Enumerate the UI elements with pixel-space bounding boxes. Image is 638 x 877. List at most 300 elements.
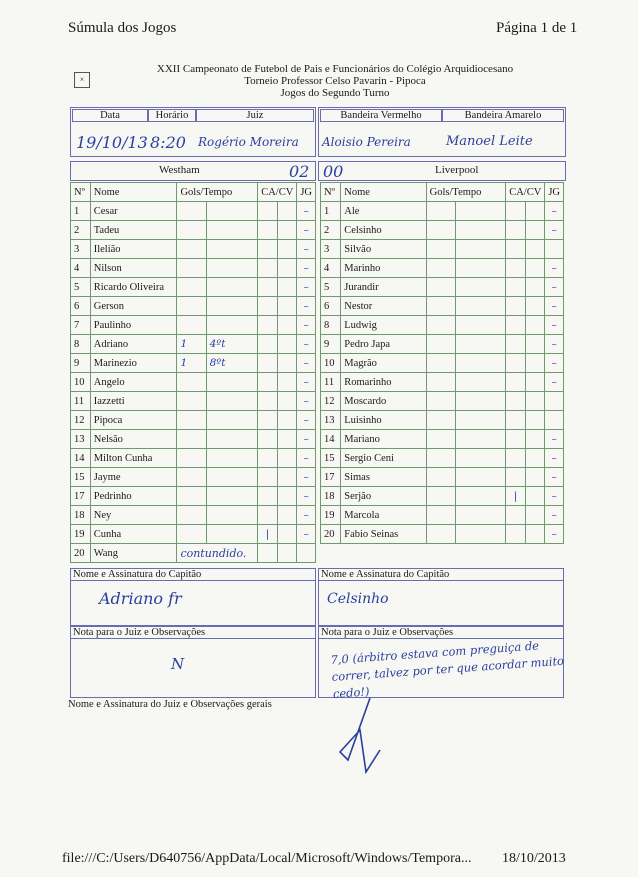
player-card-cv bbox=[525, 525, 545, 544]
player-goals: 1 bbox=[177, 335, 206, 354]
player-row bbox=[71, 202, 316, 221]
player-name: Nelsão bbox=[90, 430, 177, 449]
player-name: Mariano bbox=[341, 430, 426, 449]
player-goal-time bbox=[455, 525, 506, 544]
player-card-ca bbox=[258, 221, 278, 240]
team-left-name: Westham bbox=[159, 164, 200, 176]
player-name: Luisinho bbox=[341, 411, 426, 430]
player-row bbox=[71, 278, 316, 297]
player-goals bbox=[177, 221, 206, 240]
player-number: 6 bbox=[321, 297, 341, 316]
player-number: 15 bbox=[321, 449, 341, 468]
player-name: Silvão bbox=[341, 240, 426, 259]
player-card-ca bbox=[506, 411, 526, 430]
player-name: Nilson bbox=[90, 259, 177, 278]
player-number: 18 bbox=[321, 487, 341, 506]
player-card-ca bbox=[258, 487, 278, 506]
footer-path: file:///C:/Users/D640756/AppData/Local/Microsoft/Windows/Tempora... bbox=[62, 851, 472, 866]
player-jg: – bbox=[297, 373, 316, 392]
player-row bbox=[71, 316, 316, 335]
player-jg: – bbox=[297, 506, 316, 525]
player-card-ca bbox=[506, 449, 526, 468]
player-card-ca bbox=[258, 506, 278, 525]
player-goals bbox=[426, 487, 455, 506]
team-left-header bbox=[70, 161, 316, 181]
player-card-cv bbox=[277, 468, 297, 487]
player-row bbox=[321, 487, 564, 506]
player-goals bbox=[426, 430, 455, 449]
player-row bbox=[71, 430, 316, 449]
player-number: 10 bbox=[71, 373, 91, 392]
player-row bbox=[321, 392, 564, 411]
player-card-cv bbox=[525, 278, 545, 297]
player-goal-time bbox=[455, 335, 506, 354]
player-name: Ludwig bbox=[341, 316, 426, 335]
player-jg: – bbox=[545, 221, 564, 240]
player-row bbox=[71, 411, 316, 430]
player-card-cv bbox=[525, 373, 545, 392]
player-jg: – bbox=[545, 335, 564, 354]
player-number: 3 bbox=[71, 240, 91, 259]
player-card-cv bbox=[277, 221, 297, 240]
player-card-cv bbox=[525, 221, 545, 240]
player-jg: – bbox=[545, 316, 564, 335]
player-number: 6 bbox=[71, 297, 91, 316]
player-card-cv bbox=[525, 449, 545, 468]
player-card-ca bbox=[506, 354, 526, 373]
flag-red-name: Aloisio Pereira bbox=[322, 135, 411, 149]
player-goals bbox=[426, 525, 455, 544]
player-card-ca bbox=[506, 221, 526, 240]
player-goal-time bbox=[455, 278, 506, 297]
player-row bbox=[321, 297, 564, 316]
player-card-cv bbox=[277, 335, 297, 354]
player-jg: – bbox=[297, 392, 316, 411]
player-jg: – bbox=[545, 487, 564, 506]
player-name: Pedrinho bbox=[90, 487, 177, 506]
player-card-cv bbox=[525, 430, 545, 449]
player-card-cv bbox=[277, 278, 297, 297]
player-row bbox=[71, 259, 316, 278]
player-row bbox=[321, 354, 564, 373]
player-row bbox=[71, 335, 316, 354]
player-goal-time bbox=[206, 506, 258, 525]
player-name: Marinezio bbox=[90, 354, 177, 373]
player-card-cv bbox=[277, 506, 297, 525]
player-goals bbox=[177, 259, 206, 278]
player-card-cv bbox=[525, 240, 545, 259]
player-goal-time bbox=[455, 430, 506, 449]
player-jg: – bbox=[297, 468, 316, 487]
player-card-ca bbox=[506, 259, 526, 278]
player-name: Gerson bbox=[90, 297, 177, 316]
player-row bbox=[321, 259, 564, 278]
player-card-cv bbox=[525, 259, 545, 278]
player-jg: – bbox=[545, 468, 564, 487]
player-row bbox=[321, 449, 564, 468]
col-name: Nome bbox=[90, 183, 177, 202]
player-number: 20 bbox=[321, 525, 341, 544]
player-jg: – bbox=[297, 221, 316, 240]
player-goal-time bbox=[206, 392, 258, 411]
player-jg bbox=[297, 544, 316, 563]
notes-right-value: 7,0 (árbitro estava com preguiça de correr, talvez por ter que acordar muito cedo!) bbox=[330, 638, 565, 701]
player-goals bbox=[426, 335, 455, 354]
player-goal-time bbox=[455, 506, 506, 525]
right-roster-table bbox=[320, 182, 564, 544]
player-goals bbox=[177, 373, 206, 392]
player-name: Angelo bbox=[90, 373, 177, 392]
player-number: 8 bbox=[71, 335, 91, 354]
player-card-cv bbox=[525, 316, 545, 335]
player-card-cv bbox=[277, 544, 297, 563]
player-name: Nestor bbox=[341, 297, 426, 316]
player-goal-time bbox=[206, 316, 258, 335]
player-name: Moscardo bbox=[341, 392, 426, 411]
player-name: Fabio Seinas bbox=[341, 525, 426, 544]
notes-left-box bbox=[70, 626, 316, 698]
player-jg: – bbox=[297, 297, 316, 316]
player-card-cv bbox=[277, 392, 297, 411]
player-row bbox=[321, 202, 564, 221]
captain-left-box bbox=[70, 568, 316, 626]
player-card-ca bbox=[258, 430, 278, 449]
player-jg: – bbox=[297, 202, 316, 221]
player-number: 12 bbox=[321, 392, 341, 411]
player-jg bbox=[545, 411, 564, 430]
col-goals: Gols/Tempo bbox=[177, 183, 258, 202]
captain-left-label: Nome e Assinatura do Capitão bbox=[71, 569, 315, 581]
player-card-cv bbox=[277, 259, 297, 278]
notes-left-label: Nota para o Juiz e Observações bbox=[71, 627, 315, 639]
player-goals bbox=[426, 468, 455, 487]
player-row bbox=[71, 449, 316, 468]
round-title: Jogos do Segundo Turno bbox=[280, 87, 390, 99]
player-goal-time bbox=[455, 240, 506, 259]
player-goals bbox=[426, 373, 455, 392]
player-jg bbox=[545, 392, 564, 411]
player-goal-time bbox=[455, 202, 506, 221]
player-jg: – bbox=[545, 525, 564, 544]
player-jg: – bbox=[297, 278, 316, 297]
player-name: Pedro Japa bbox=[341, 335, 426, 354]
player-goals bbox=[426, 221, 455, 240]
captain-right-label: Nome e Assinatura do Capitão bbox=[319, 569, 563, 581]
player-card-cv bbox=[525, 335, 545, 354]
player-goal-time bbox=[206, 411, 258, 430]
player-card-cv bbox=[525, 297, 545, 316]
player-jg: – bbox=[297, 449, 316, 468]
player-goals bbox=[177, 468, 206, 487]
player-name: Celsinho bbox=[341, 221, 426, 240]
player-name: Magrão bbox=[341, 354, 426, 373]
player-card-cv bbox=[525, 487, 545, 506]
player-goal-time bbox=[455, 354, 506, 373]
player-goal-time bbox=[455, 297, 506, 316]
player-row bbox=[71, 221, 316, 240]
player-number: 17 bbox=[321, 468, 341, 487]
player-card-ca bbox=[258, 316, 278, 335]
player-row bbox=[321, 221, 564, 240]
player-card-cv bbox=[277, 373, 297, 392]
player-card-ca bbox=[258, 449, 278, 468]
tournament-title: Torneio Professor Celso Pavarin - Pipoca bbox=[244, 75, 426, 87]
player-goal-time bbox=[455, 411, 506, 430]
time-label: Horário bbox=[148, 109, 196, 122]
player-goal-time bbox=[455, 373, 506, 392]
team-left-score: 02 bbox=[289, 162, 310, 181]
player-goal-time bbox=[206, 525, 258, 544]
player-goal-time bbox=[206, 449, 258, 468]
player-row bbox=[321, 430, 564, 449]
player-goals bbox=[426, 202, 455, 221]
player-card-cv bbox=[277, 202, 297, 221]
player-card-ca bbox=[506, 373, 526, 392]
player-card-ca bbox=[258, 335, 278, 354]
player-name: Adriano bbox=[90, 335, 177, 354]
player-row bbox=[321, 506, 564, 525]
player-jg: – bbox=[297, 259, 316, 278]
player-goals: 1 bbox=[177, 354, 206, 373]
player-goals bbox=[177, 392, 206, 411]
player-row bbox=[321, 278, 564, 297]
player-name: Paulinho bbox=[90, 316, 177, 335]
player-row bbox=[321, 411, 564, 430]
captain-right-signature: Celsinho bbox=[327, 591, 389, 607]
player-card-ca bbox=[506, 335, 526, 354]
player-goals bbox=[177, 487, 206, 506]
player-card-ca bbox=[506, 392, 526, 411]
player-jg: – bbox=[545, 297, 564, 316]
player-jg: – bbox=[297, 335, 316, 354]
player-goals bbox=[426, 506, 455, 525]
player-card-ca bbox=[258, 373, 278, 392]
player-row bbox=[321, 240, 564, 259]
player-jg: – bbox=[545, 373, 564, 392]
player-row bbox=[71, 544, 316, 563]
player-card-cv bbox=[525, 506, 545, 525]
referee-name: Rogério Moreira bbox=[198, 135, 299, 149]
player-number: 15 bbox=[71, 468, 91, 487]
player-goals bbox=[177, 278, 206, 297]
match-date: 19/10/13 bbox=[76, 133, 148, 152]
player-number: 5 bbox=[71, 278, 91, 297]
player-goal-time: 4ºt bbox=[206, 335, 258, 354]
player-number: 9 bbox=[71, 354, 91, 373]
player-card-ca bbox=[506, 297, 526, 316]
player-card-cv bbox=[277, 487, 297, 506]
referee-label: Juiz bbox=[196, 109, 314, 122]
col-jg: JG bbox=[297, 183, 316, 202]
player-number: 19 bbox=[71, 525, 91, 544]
player-goal-time bbox=[206, 259, 258, 278]
player-number: 9 bbox=[321, 335, 341, 354]
player-goals bbox=[426, 392, 455, 411]
player-name: Pipoca bbox=[90, 411, 177, 430]
player-goal-time bbox=[206, 221, 258, 240]
date-label: Data bbox=[72, 109, 148, 122]
player-card-ca bbox=[258, 411, 278, 430]
player-jg: – bbox=[545, 354, 564, 373]
flag-yellow-name: Manoel Leite bbox=[446, 134, 533, 149]
player-number: 11 bbox=[321, 373, 341, 392]
player-goals bbox=[177, 506, 206, 525]
player-name: Marcola bbox=[341, 506, 426, 525]
player-number: 1 bbox=[321, 202, 341, 221]
player-goals bbox=[426, 411, 455, 430]
player-card-ca bbox=[258, 392, 278, 411]
player-goal-time bbox=[206, 240, 258, 259]
col-goals: Gols/Tempo bbox=[426, 183, 506, 202]
player-card-cv bbox=[277, 430, 297, 449]
player-note: contundido. bbox=[177, 544, 258, 563]
player-name: Cesar bbox=[90, 202, 177, 221]
captain-left-signature: Adriano fr bbox=[99, 589, 182, 608]
player-card-cv bbox=[277, 525, 297, 544]
player-card-ca bbox=[258, 259, 278, 278]
player-card-ca bbox=[506, 506, 526, 525]
judge-signature-icon bbox=[330, 690, 390, 780]
player-card-ca: | bbox=[258, 525, 278, 544]
player-row bbox=[71, 240, 316, 259]
player-goals bbox=[177, 202, 206, 221]
player-jg: – bbox=[297, 354, 316, 373]
player-name: Ricardo Oliveira bbox=[90, 278, 177, 297]
roster-header-row bbox=[71, 183, 316, 202]
player-name: Ney bbox=[90, 506, 177, 525]
team-right-name: Liverpool bbox=[435, 164, 479, 176]
player-goals bbox=[426, 354, 455, 373]
col-cards: CA/CV bbox=[258, 183, 297, 202]
player-name: Simas bbox=[341, 468, 426, 487]
player-row bbox=[71, 525, 316, 544]
player-card-ca bbox=[506, 202, 526, 221]
player-card-ca bbox=[258, 202, 278, 221]
player-card-cv bbox=[277, 354, 297, 373]
player-jg: – bbox=[297, 411, 316, 430]
player-jg: – bbox=[545, 259, 564, 278]
player-card-cv bbox=[525, 392, 545, 411]
player-row bbox=[71, 297, 316, 316]
player-goal-time bbox=[206, 487, 258, 506]
player-number: 11 bbox=[71, 392, 91, 411]
player-card-cv bbox=[277, 240, 297, 259]
player-row bbox=[71, 487, 316, 506]
player-number: 19 bbox=[321, 506, 341, 525]
notes-left-value: N bbox=[171, 655, 185, 673]
player-name: Romarinho bbox=[341, 373, 426, 392]
player-name: Sergio Ceni bbox=[341, 449, 426, 468]
player-card-ca bbox=[506, 316, 526, 335]
player-card-ca bbox=[506, 240, 526, 259]
player-goals bbox=[177, 449, 206, 468]
player-jg: – bbox=[545, 430, 564, 449]
page-number: Página 1 de 1 bbox=[496, 20, 578, 36]
player-card-ca bbox=[258, 297, 278, 316]
player-goal-time bbox=[455, 487, 506, 506]
player-goals bbox=[426, 316, 455, 335]
player-goals bbox=[426, 449, 455, 468]
player-number: 20 bbox=[71, 544, 91, 563]
player-card-cv bbox=[525, 354, 545, 373]
flag-red-label: Bandeira Vermelho bbox=[320, 109, 442, 122]
document-subtitles bbox=[100, 63, 570, 99]
player-goal-time bbox=[455, 468, 506, 487]
player-goal-time bbox=[455, 221, 506, 240]
player-card-cv bbox=[277, 316, 297, 335]
player-number: 7 bbox=[71, 316, 91, 335]
player-card-ca bbox=[258, 544, 278, 563]
player-row bbox=[321, 335, 564, 354]
player-number: 1 bbox=[71, 202, 91, 221]
player-card-cv bbox=[525, 202, 545, 221]
left-roster-table bbox=[70, 182, 316, 563]
col-jg: JG bbox=[545, 183, 564, 202]
document-title: Súmula dos Jogos bbox=[68, 20, 177, 36]
player-card-ca bbox=[506, 525, 526, 544]
player-jg bbox=[545, 240, 564, 259]
championship-title: XXII Campeonato de Futebol de Pais e Funcionários do Colégio Arquidiocesano bbox=[156, 63, 514, 75]
col-num: Nº bbox=[321, 183, 341, 202]
player-goal-time bbox=[206, 202, 258, 221]
judge-label: Nome e Assinatura do Juiz e Observações gerais bbox=[68, 699, 272, 710]
roster-header-row bbox=[321, 183, 564, 202]
player-goals bbox=[426, 240, 455, 259]
player-goal-time bbox=[455, 259, 506, 278]
player-row bbox=[321, 316, 564, 335]
player-name: Marinho bbox=[341, 259, 426, 278]
player-row bbox=[71, 468, 316, 487]
player-row bbox=[71, 354, 316, 373]
player-goals bbox=[426, 297, 455, 316]
flag-yellow-label: Bandeira Amarelo bbox=[442, 109, 564, 122]
player-number: 14 bbox=[321, 430, 341, 449]
player-card-ca: | bbox=[506, 487, 526, 506]
player-number: 2 bbox=[71, 221, 91, 240]
player-card-ca bbox=[506, 430, 526, 449]
player-name: Tadeu bbox=[90, 221, 177, 240]
player-jg: – bbox=[297, 525, 316, 544]
player-number: 13 bbox=[321, 411, 341, 430]
player-number: 3 bbox=[321, 240, 341, 259]
player-goal-time bbox=[206, 278, 258, 297]
player-goals bbox=[426, 278, 455, 297]
player-name: Jurandir bbox=[341, 278, 426, 297]
footer-date: 18/10/2013 bbox=[502, 851, 566, 866]
player-goal-time bbox=[206, 297, 258, 316]
player-goal-time bbox=[206, 430, 258, 449]
player-jg: – bbox=[297, 240, 316, 259]
player-goals bbox=[177, 297, 206, 316]
player-jg: – bbox=[297, 487, 316, 506]
player-jg: – bbox=[297, 316, 316, 335]
team-right-header bbox=[318, 161, 566, 181]
player-goals bbox=[177, 411, 206, 430]
player-name: Ilelião bbox=[90, 240, 177, 259]
player-name: Jayme bbox=[90, 468, 177, 487]
player-row bbox=[321, 525, 564, 544]
col-name: Nome bbox=[341, 183, 426, 202]
player-number: 4 bbox=[321, 259, 341, 278]
player-name: Wang bbox=[90, 544, 177, 563]
player-number: 8 bbox=[321, 316, 341, 335]
player-card-cv bbox=[277, 449, 297, 468]
player-number: 13 bbox=[71, 430, 91, 449]
player-card-cv bbox=[277, 297, 297, 316]
player-goals bbox=[177, 240, 206, 259]
player-number: 2 bbox=[321, 221, 341, 240]
match-time: 8:20 bbox=[150, 133, 186, 152]
